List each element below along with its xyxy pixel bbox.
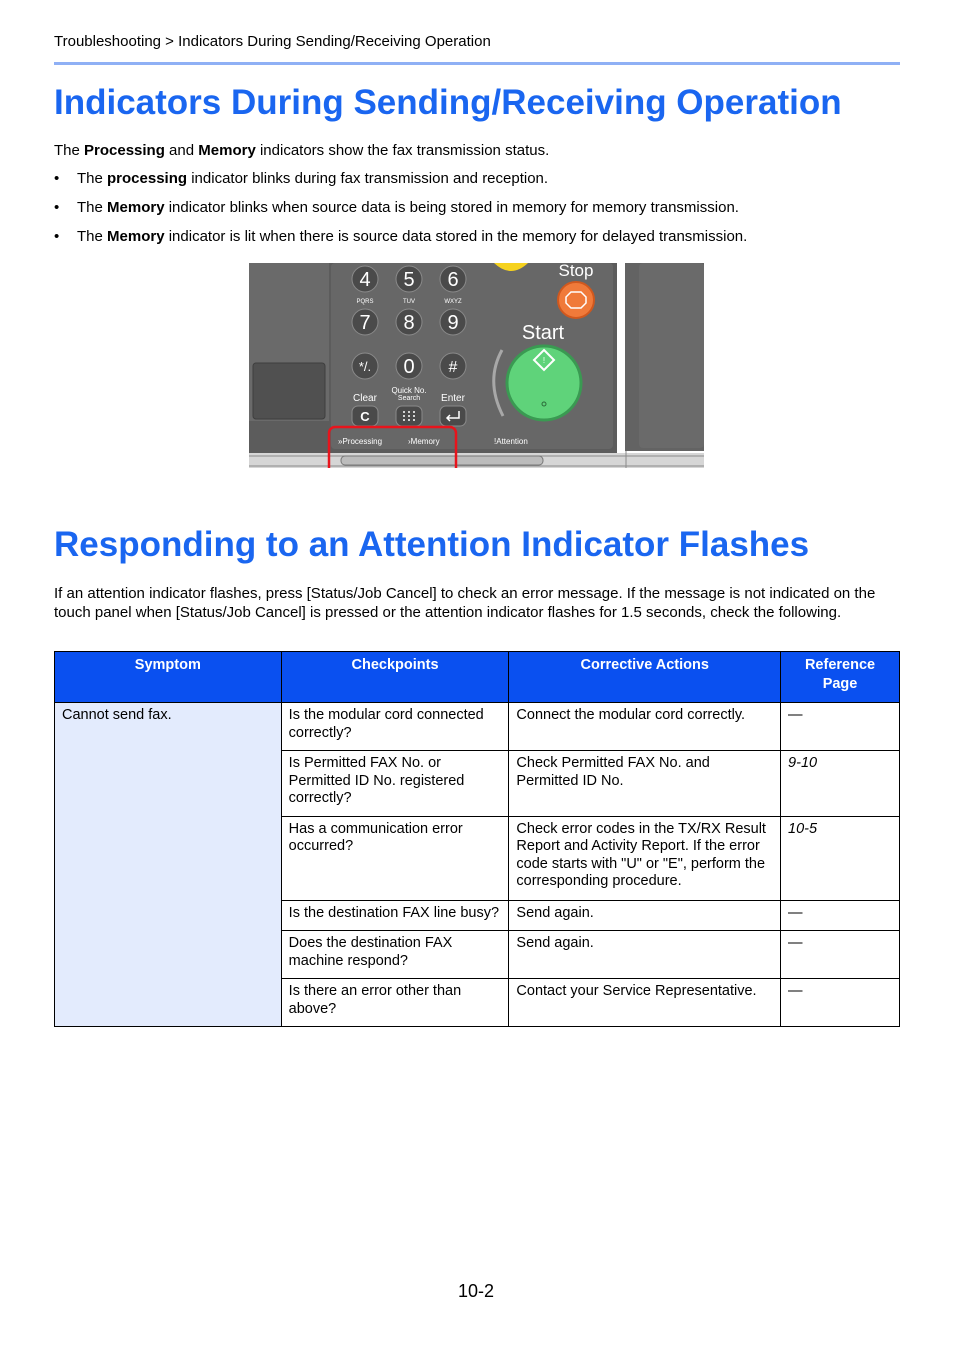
action-cell: Check error codes in the TX/RX Result Report and Activity Report. If the error code starts with "U" or "E", perform the corresponding procedure. [509, 816, 781, 900]
table-row [55, 703, 900, 751]
quick-search-label: Quick No. [391, 386, 427, 395]
key-label: # [448, 359, 458, 376]
bullet-icon: • [54, 170, 60, 187]
clear-label: Clear [353, 393, 377, 404]
key-letters: PQRS [356, 299, 374, 305]
attention-indicator-label: !Attention [494, 437, 528, 446]
table-header-row [55, 652, 900, 703]
action-cell: Send again. [509, 931, 781, 979]
reference-cell: — [781, 703, 900, 751]
key-label: 9 [447, 312, 459, 334]
section-title-attention: Responding to an Attention Indicator Flashes [54, 525, 810, 564]
key-label: */. [358, 359, 372, 374]
breadcrumb: Troubleshooting > Indicators During Sending/Receiving Operation [54, 33, 491, 50]
attention-intro: If an attention indicator flashes, press [Status/Job Cancel] to check an error message. If the message is not indicated on the touch panel when [Status/Job Cancel] is pressed or the attention indicator flashes for 1.5 seconds, check the following. [54, 585, 876, 621]
checkpoint-cell: Has a communication error occurred? [281, 816, 509, 900]
reference-cell: — [781, 979, 900, 1027]
enter-key [440, 406, 466, 426]
quick-search-icon [403, 411, 415, 421]
column-header-corrective-actions: Corrective Actions [509, 652, 781, 703]
symptom-cell: Cannot send fax. [55, 703, 282, 1027]
checkpoint-cell: Is there an error other than above? [281, 979, 509, 1027]
reference-link[interactable]: 10-5 [781, 816, 900, 900]
key-label: 6 [447, 269, 459, 291]
reference-link[interactable]: 9-10 [781, 751, 900, 817]
section-title-indicators: Indicators During Sending/Receiving Operation [54, 83, 842, 122]
bullet-icon: • [54, 228, 60, 245]
clear-key-label: C [360, 409, 370, 424]
checkpoint-cell: Is the destination FAX line busy? [281, 900, 509, 931]
action-cell: Connect the modular cord correctly. [509, 703, 781, 751]
enter-label: Enter [441, 393, 465, 404]
key-letters: TUV [403, 299, 415, 305]
start-label: Start [521, 322, 565, 344]
checkpoint-cell: Is the modular cord connected correctly? [281, 703, 509, 751]
column-header-symptom: Symptom [55, 652, 282, 703]
quick-search-label: Search [397, 395, 421, 402]
operation-panel-illustration [249, 263, 704, 468]
key-label: 8 [403, 312, 415, 334]
key-label: 7 [359, 312, 371, 334]
checkpoint-cell: Is Permitted FAX No. or Permitted ID No. registered correctly? [281, 751, 509, 817]
reference-cell: — [781, 900, 900, 931]
action-cell: Send again. [509, 900, 781, 931]
column-header-reference-page: Reference Page [781, 652, 900, 703]
memory-indicator-label: ›Memory [408, 437, 440, 446]
checkpoint-cell: Does the destination FAX machine respond? [281, 931, 509, 979]
column-header-checkpoints: Checkpoints [281, 652, 509, 703]
reference-cell: — [781, 931, 900, 979]
key-letters: WXYZ [444, 299, 462, 305]
key-label: 0 [403, 356, 415, 378]
troubleshooting-table [54, 651, 900, 1027]
stop-button [558, 282, 594, 318]
key-label: 5 [403, 269, 415, 291]
action-cell: Contact your Service Representative. [509, 979, 781, 1027]
processing-indicator-label: »Processing [338, 437, 383, 446]
bullet-icon: • [54, 199, 60, 216]
svg-text:!: ! [542, 356, 546, 365]
indicators-intro: The Processing and Memory indicators show the fax transmission status. [54, 142, 550, 159]
stop-label: Stop [558, 263, 594, 280]
page-number: 10-2 [458, 1281, 495, 1301]
header-rule [54, 62, 900, 65]
key-label: 4 [359, 269, 371, 291]
action-cell: Check Permitted FAX No. and Permitted ID No. [509, 751, 781, 817]
